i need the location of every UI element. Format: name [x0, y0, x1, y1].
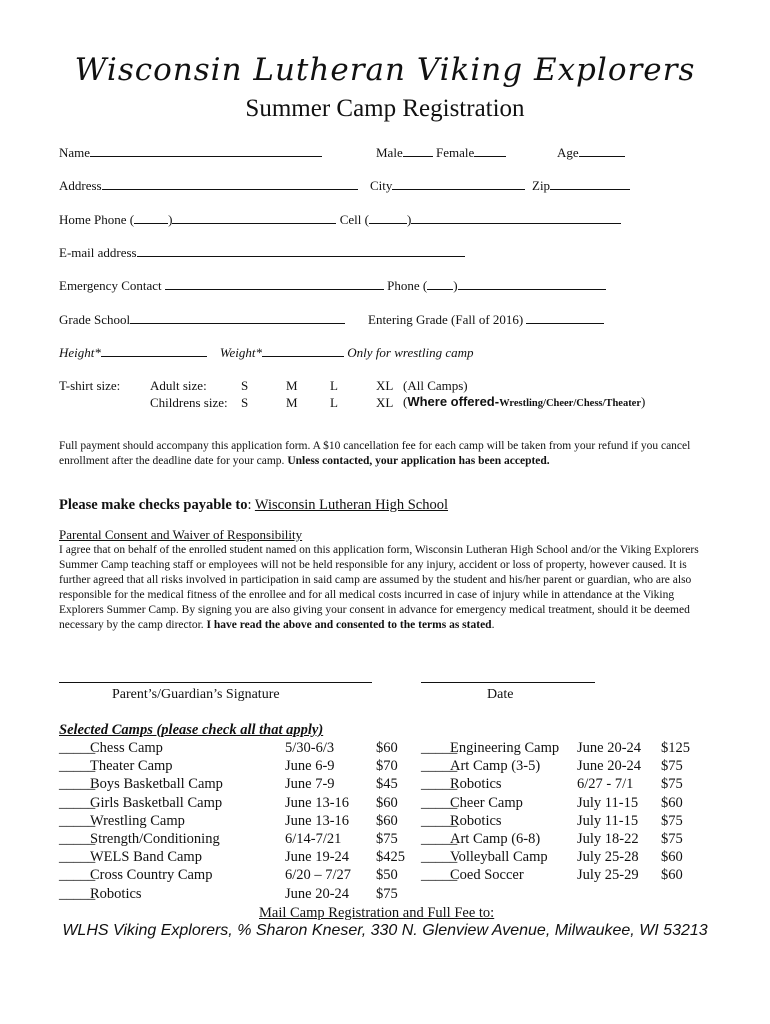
child-size-label: Childrens size: — [150, 395, 228, 410]
email-label: E-mail address — [59, 245, 137, 260]
home-phone-label: Home Phone — [59, 212, 127, 227]
camp-name: Girls Basketball Camp — [90, 794, 223, 811]
consent-bold-text: I have read the above and consented to the terms as stated — [206, 619, 492, 631]
camp-checkbox[interactable]: _____ — [421, 812, 458, 829]
name-field[interactable] — [90, 145, 322, 157]
camp-checkbox[interactable]: _____ — [421, 758, 458, 775]
camp-price: $60 — [661, 867, 683, 884]
age-field[interactable] — [579, 145, 625, 157]
camp-price: $75 — [661, 776, 683, 793]
camp-checkbox[interactable]: _____ — [421, 867, 458, 884]
camp-name: Robotics — [90, 885, 142, 902]
weight-label: Weight* — [219, 345, 263, 360]
entering-grade-row — [368, 312, 604, 328]
camp-name: Boys Basketball Camp — [90, 776, 223, 793]
zip-label: Zip — [532, 178, 551, 193]
form-title: Wisconsin Lutheran Viking Explorers — [74, 52, 696, 88]
camp-price: $60 — [661, 849, 683, 866]
grade-school-field[interactable] — [130, 312, 345, 324]
age-label: Age — [557, 145, 579, 160]
consent-heading: Parental Consent and Waiver of Responsibility — [59, 527, 303, 542]
camp-name: Strength/Conditioning — [90, 831, 220, 847]
camp-price: $60 — [661, 794, 683, 811]
camp-name: Art Camp (6-8) — [450, 831, 541, 847]
camp-date: July 18-22 — [577, 831, 639, 847]
camp-price: $425 — [376, 849, 405, 866]
height-label: Height* — [59, 345, 101, 360]
zip-row — [532, 178, 630, 194]
weight-field[interactable] — [262, 345, 344, 357]
child-size-m[interactable]: M — [286, 395, 298, 410]
camp-date: June 19-24 — [285, 849, 350, 866]
camp-checkbox[interactable]: _____ — [59, 812, 96, 829]
wrestling-note: Only for wrestling camp — [347, 345, 474, 360]
adult-size-l[interactable]: L — [330, 378, 338, 393]
child-note-camps: Wrestling/Cheer/Chess/Theater — [499, 398, 642, 409]
camp-date: June 13-16 — [285, 794, 350, 811]
phone-area-field[interactable] — [427, 278, 453, 290]
camp-checkbox[interactable]: _____ — [59, 831, 96, 847]
cell-label: Cell — [339, 212, 362, 227]
camp-name: Coed Soccer — [450, 867, 524, 884]
signature-line[interactable] — [59, 682, 372, 683]
payment-bold-text: Unless contacted, your application has been accepted. — [287, 455, 550, 467]
camp-price: $125 — [661, 740, 690, 756]
camp-date: June 20-24 — [577, 758, 642, 775]
camp-checkbox[interactable]: _____ — [421, 831, 458, 847]
camp-checkbox[interactable]: _____ — [421, 849, 458, 866]
cell-field[interactable] — [411, 212, 621, 224]
camp-date: June 6-9 — [285, 758, 335, 775]
adult-size-note: (All Camps) — [403, 378, 468, 393]
camps-heading: Selected Camps (please check all that apply) — [59, 722, 324, 738]
consent-text: I agree that on behalf of the enrolled student named on this application form, Wisconsin Lutheran High School and/or the Viking Explorers Summer Camp teaching staff or employees will not be held responsible for any injury, accident or loss of property, however caused. It is further agreed that all risks involved in participation in said camp are assumed by the student and his/her parent or guardian, who are also responsible for the medical fitness of the enrollee and for all medical costs incurred in case of injury while in attendance at the Viking Explorers Summer Camp. By signing you are also giving your consent in advance for emergency medical treatment, should it be deemed necessary by the camp director. — [59, 544, 699, 631]
child-size-s[interactable]: S — [241, 395, 249, 410]
camp-checkbox[interactable]: _____ — [59, 867, 96, 884]
male-field[interactable] — [403, 145, 433, 157]
camp-date: June 20-24 — [577, 740, 642, 756]
entering-grade-label: Entering Grade (Fall of 2016) — [368, 312, 524, 327]
camp-date: June 13-16 — [285, 812, 350, 829]
height-field[interactable] — [101, 345, 207, 357]
camp-date: 6/14-7/21 — [285, 831, 342, 847]
grade-school-label: Grade School — [59, 312, 131, 327]
female-field[interactable] — [474, 145, 506, 157]
female-label: Female — [435, 145, 475, 160]
adult-size-s[interactable]: S — [241, 378, 249, 393]
camp-checkbox[interactable]: _____ — [59, 776, 96, 793]
child-size-l[interactable]: L — [330, 395, 338, 410]
gender-row — [376, 145, 506, 161]
child-size-xl[interactable]: XL — [376, 395, 394, 410]
camp-price: $60 — [376, 740, 398, 756]
name-row — [59, 145, 322, 161]
date-label: Date — [487, 687, 514, 702]
address-label: Address — [59, 178, 102, 193]
camp-checkbox[interactable]: _____ — [421, 776, 458, 793]
camp-date: June 20-24 — [285, 885, 350, 902]
checks-value: Wisconsin Lutheran High School — [254, 497, 449, 513]
camp-name: Art Camp (3-5) — [450, 758, 541, 775]
phone-field[interactable] — [458, 278, 606, 290]
camp-name: Theater Camp — [90, 758, 173, 775]
age-row — [557, 145, 625, 161]
child-note-close: ) — [641, 394, 646, 409]
camp-price: $75 — [661, 831, 683, 847]
camp-date: July 25-29 — [577, 867, 639, 884]
camp-date: 6/27 - 7/1 — [577, 776, 634, 793]
home-phone-field[interactable] — [172, 212, 336, 224]
camp-price: $75 — [661, 758, 683, 775]
emergency-contact-field[interactable] — [165, 278, 384, 290]
camp-name: Cross Country Camp — [90, 867, 213, 884]
camp-checkbox[interactable]: _____ — [59, 794, 96, 811]
camp-name: Robotics — [450, 776, 502, 793]
camp-name: Chess Camp — [90, 740, 163, 756]
name-label: Name — [59, 145, 91, 160]
camp-name: Cheer Camp — [450, 794, 523, 811]
camp-checkbox[interactable]: _____ — [59, 885, 96, 902]
camp-date: 6/20 – 7/27 — [285, 867, 352, 884]
tshirt-label: T-shirt size: — [59, 378, 121, 393]
child-size-note — [403, 394, 645, 410]
date-line[interactable] — [421, 682, 595, 683]
camp-date: July 11-15 — [577, 794, 639, 811]
consent-paragraph: I agree that on behalf of the enrolled student named on this application form, Wisconsin Lutheran High School and/or the Viking Explorers Summer Camp teaching staff or employees will not be held responsible for any injury, accident or loss of property, however caused. It is further agreed that all risks involved in participation in said camp are assumed by the student and his/her parent or guardian, who are also responsible for the medical fitness of the enrollee and for all medical costs incurred in case of injury while in attendance at the Viking Explorers Summer Camp. By signing you are also giving your consent in advance for emergency medical treatment, should it be deemed necessary by the camp director. I have read the above and consented to the terms as stated. — [59, 544, 699, 631]
mail-label: Mail Camp Registration and Full Fee to: — [259, 905, 495, 921]
payment-text: Full payment should accompany this application form. A $10 cancellation fee for each camp will be taken from your refund if you cancel enrollment after the deadline date for your camp. — [59, 440, 691, 467]
mail-address: WLHS Viking Explorers, % Sharon Kneser, 330 N. Glenview Avenue, Milwaukee, WI 53213 — [62, 922, 708, 939]
camp-date: June 7-9 — [285, 776, 335, 793]
adult-size-xl[interactable]: XL — [376, 378, 394, 393]
camp-price: $75 — [661, 812, 683, 829]
camp-price: $75 — [376, 885, 398, 902]
camp-price: $50 — [376, 867, 398, 884]
camp-checkbox[interactable]: _____ — [59, 849, 96, 866]
child-note-open: ( — [403, 394, 408, 409]
phone-label: Phone — [387, 278, 420, 293]
camp-price: $75 — [376, 831, 398, 847]
grade-school-row — [59, 312, 345, 328]
camp-price: $60 — [376, 794, 398, 811]
emergency-row: Emergency Contact Phone ( ) — [59, 278, 606, 294]
cell-area-field[interactable] — [369, 212, 407, 224]
home-phone-row: Home Phone ( ) Cell ( ) — [59, 212, 621, 228]
adult-size-label: Adult size: — [150, 378, 207, 393]
adult-size-m[interactable]: M — [286, 378, 298, 393]
camp-name: Robotics — [450, 812, 502, 829]
camp-price: $45 — [376, 776, 398, 793]
checks-label: Please make checks payable to — [59, 497, 248, 513]
camp-name: WELS Band Camp — [90, 849, 202, 866]
camp-name: Volleyball Camp — [450, 849, 548, 866]
zip-field[interactable] — [550, 178, 630, 190]
child-note-where: Where offered- — [407, 394, 500, 409]
city-row — [370, 178, 525, 194]
email-row — [59, 245, 465, 261]
camp-name: Wrestling Camp — [90, 812, 185, 829]
camp-checkbox[interactable]: _____ — [421, 740, 458, 756]
email-field[interactable] — [137, 245, 465, 257]
payment-paragraph — [59, 439, 709, 469]
camp-date: 5/30-6/3 — [285, 740, 335, 756]
entering-grade-field[interactable] — [526, 312, 604, 324]
height-weight-row — [59, 345, 474, 361]
camp-checkbox[interactable]: _____ — [59, 758, 96, 775]
camp-checkbox[interactable]: _____ — [421, 794, 458, 811]
home-phone-area-field[interactable] — [134, 212, 168, 224]
emergency-contact-label: Emergency Contact — [59, 278, 162, 293]
checks-row: Please make checks payable to: Wisconsin Lutheran High School — [59, 497, 449, 513]
camp-date: July 25-28 — [577, 849, 639, 866]
city-label: City — [370, 178, 393, 193]
address-field[interactable] — [102, 178, 358, 190]
camp-price: $70 — [376, 758, 398, 775]
form-subtitle: Summer Camp Registration — [245, 95, 525, 122]
city-field[interactable] — [392, 178, 525, 190]
address-row — [59, 178, 358, 194]
male-label: Male — [376, 145, 403, 160]
camp-date: July 11-15 — [577, 812, 639, 829]
camp-checkbox[interactable]: _____ — [59, 740, 96, 756]
camp-price: $60 — [376, 812, 398, 829]
signature-label: Parent’s/Guardian’s Signature — [112, 687, 280, 702]
camp-name: Engineering Camp — [450, 740, 560, 756]
